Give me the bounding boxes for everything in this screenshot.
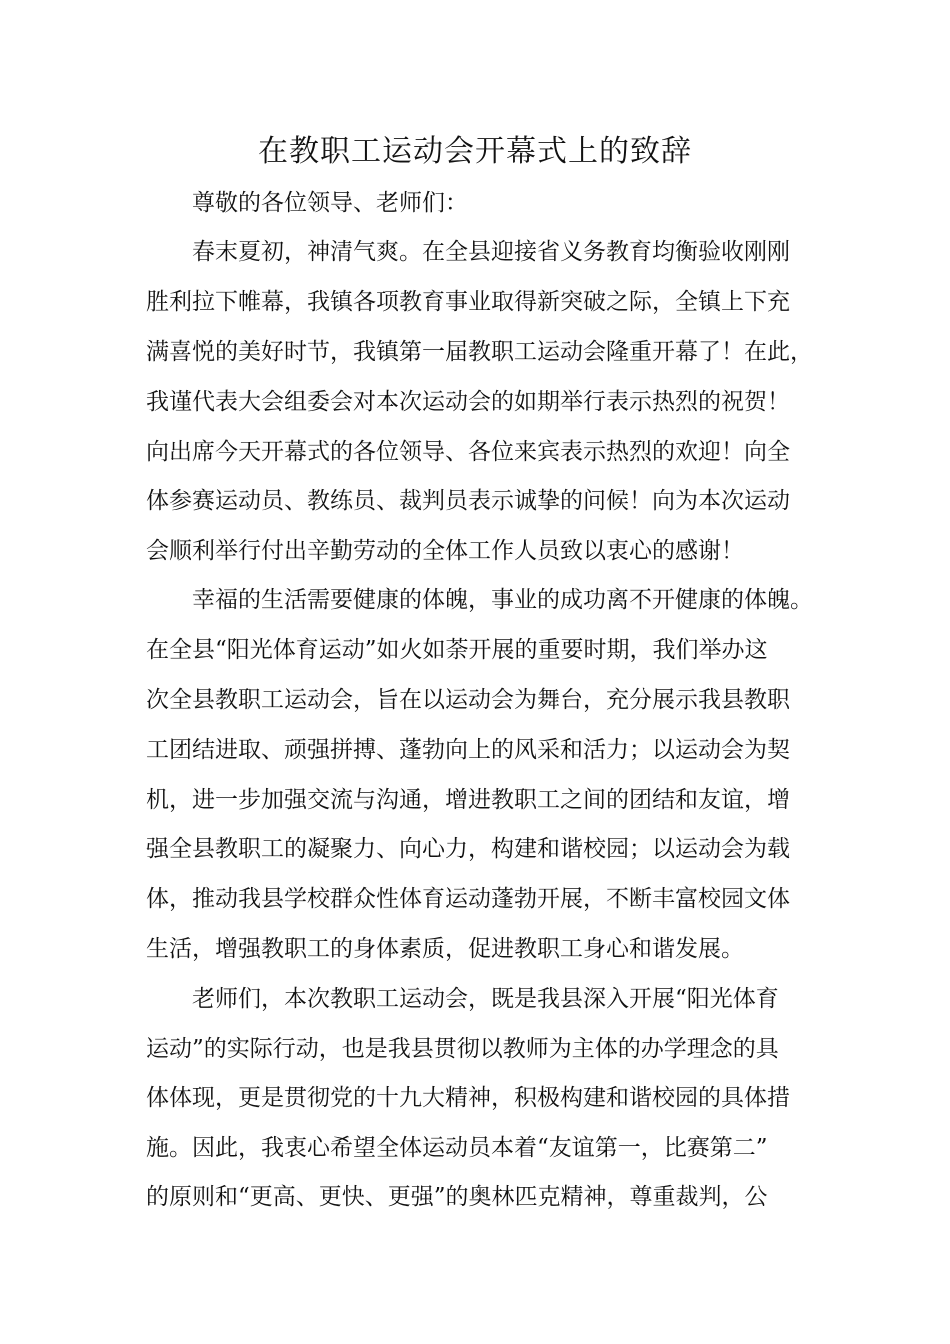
document-title: 在教职工运动会开幕式上的致辞	[258, 134, 692, 169]
body-line: 会顺利举行付出辛勤劳动的全体工作人员致以衷心的感谢！	[146, 538, 744, 564]
body-line: 强全县教职工的凝聚力、向心力，构建和谐校园；以运动会为载	[146, 836, 790, 862]
body-line: 运动”的实际行动，也是我县贯彻以教师为主体的办学理念的具	[146, 1036, 779, 1062]
body-line: 的原则和“更高、更快、更强”的奥林匹克精神，尊重裁判，公	[146, 1184, 768, 1210]
salutation-line: 尊敬的各位领导、老师们：	[192, 190, 468, 216]
body-line: 体参赛运动员、教练员、裁判员表示诚挚的问候！向为本次运动	[146, 488, 790, 514]
body-line: 幸福的生活需要健康的体魄，事业的成功离不开健康的体魄。	[192, 587, 813, 613]
body-line: 春末夏初，神清气爽。在全县迎接省义务教育均衡验收刚刚	[192, 239, 790, 265]
body-line: 次全县教职工运动会，旨在以运动会为舞台，充分展示我县教职	[146, 687, 790, 713]
body-line: 生活，增强教职工的身体素质，促进教职工身心和谐发展。	[146, 936, 744, 962]
body-line: 满喜悦的美好时节，我镇第一届教职工运动会隆重开幕了！在此，	[146, 339, 813, 365]
body-line: 工团结进取、顽强拼搏、蓬勃向上的风采和活力；以运动会为契	[146, 737, 790, 763]
body-line: 机，进一步加强交流与沟通，增进教职工之间的团结和友谊，增	[146, 787, 790, 813]
body-line: 向出席今天开幕式的各位领导、各位来宾表示热烈的欢迎！向全	[146, 439, 790, 465]
body-line: 体体现，更是贯彻党的十九大精神，积极构建和谐校园的具体措	[146, 1085, 790, 1111]
body-line: 我谨代表大会组委会对本次运动会的如期举行表示热烈的祝贺！	[146, 389, 790, 415]
body-line: 胜利拉下帷幕，我镇各项教育事业取得新突破之际，全镇上下充	[146, 289, 790, 315]
body-line: 老师们，本次教职工运动会，既是我县深入开展“阳光体育	[192, 986, 779, 1012]
body-line: 施。因此，我衷心希望全体运动员本着“友谊第一，比赛第二”	[146, 1135, 768, 1161]
body-line: 体，推动我县学校群众性体育运动蓬勃开展，不断丰富校园文体	[146, 886, 790, 912]
body-line: 在全县“阳光体育运动”如火如荼开展的重要时期，我们举办这	[146, 637, 768, 663]
